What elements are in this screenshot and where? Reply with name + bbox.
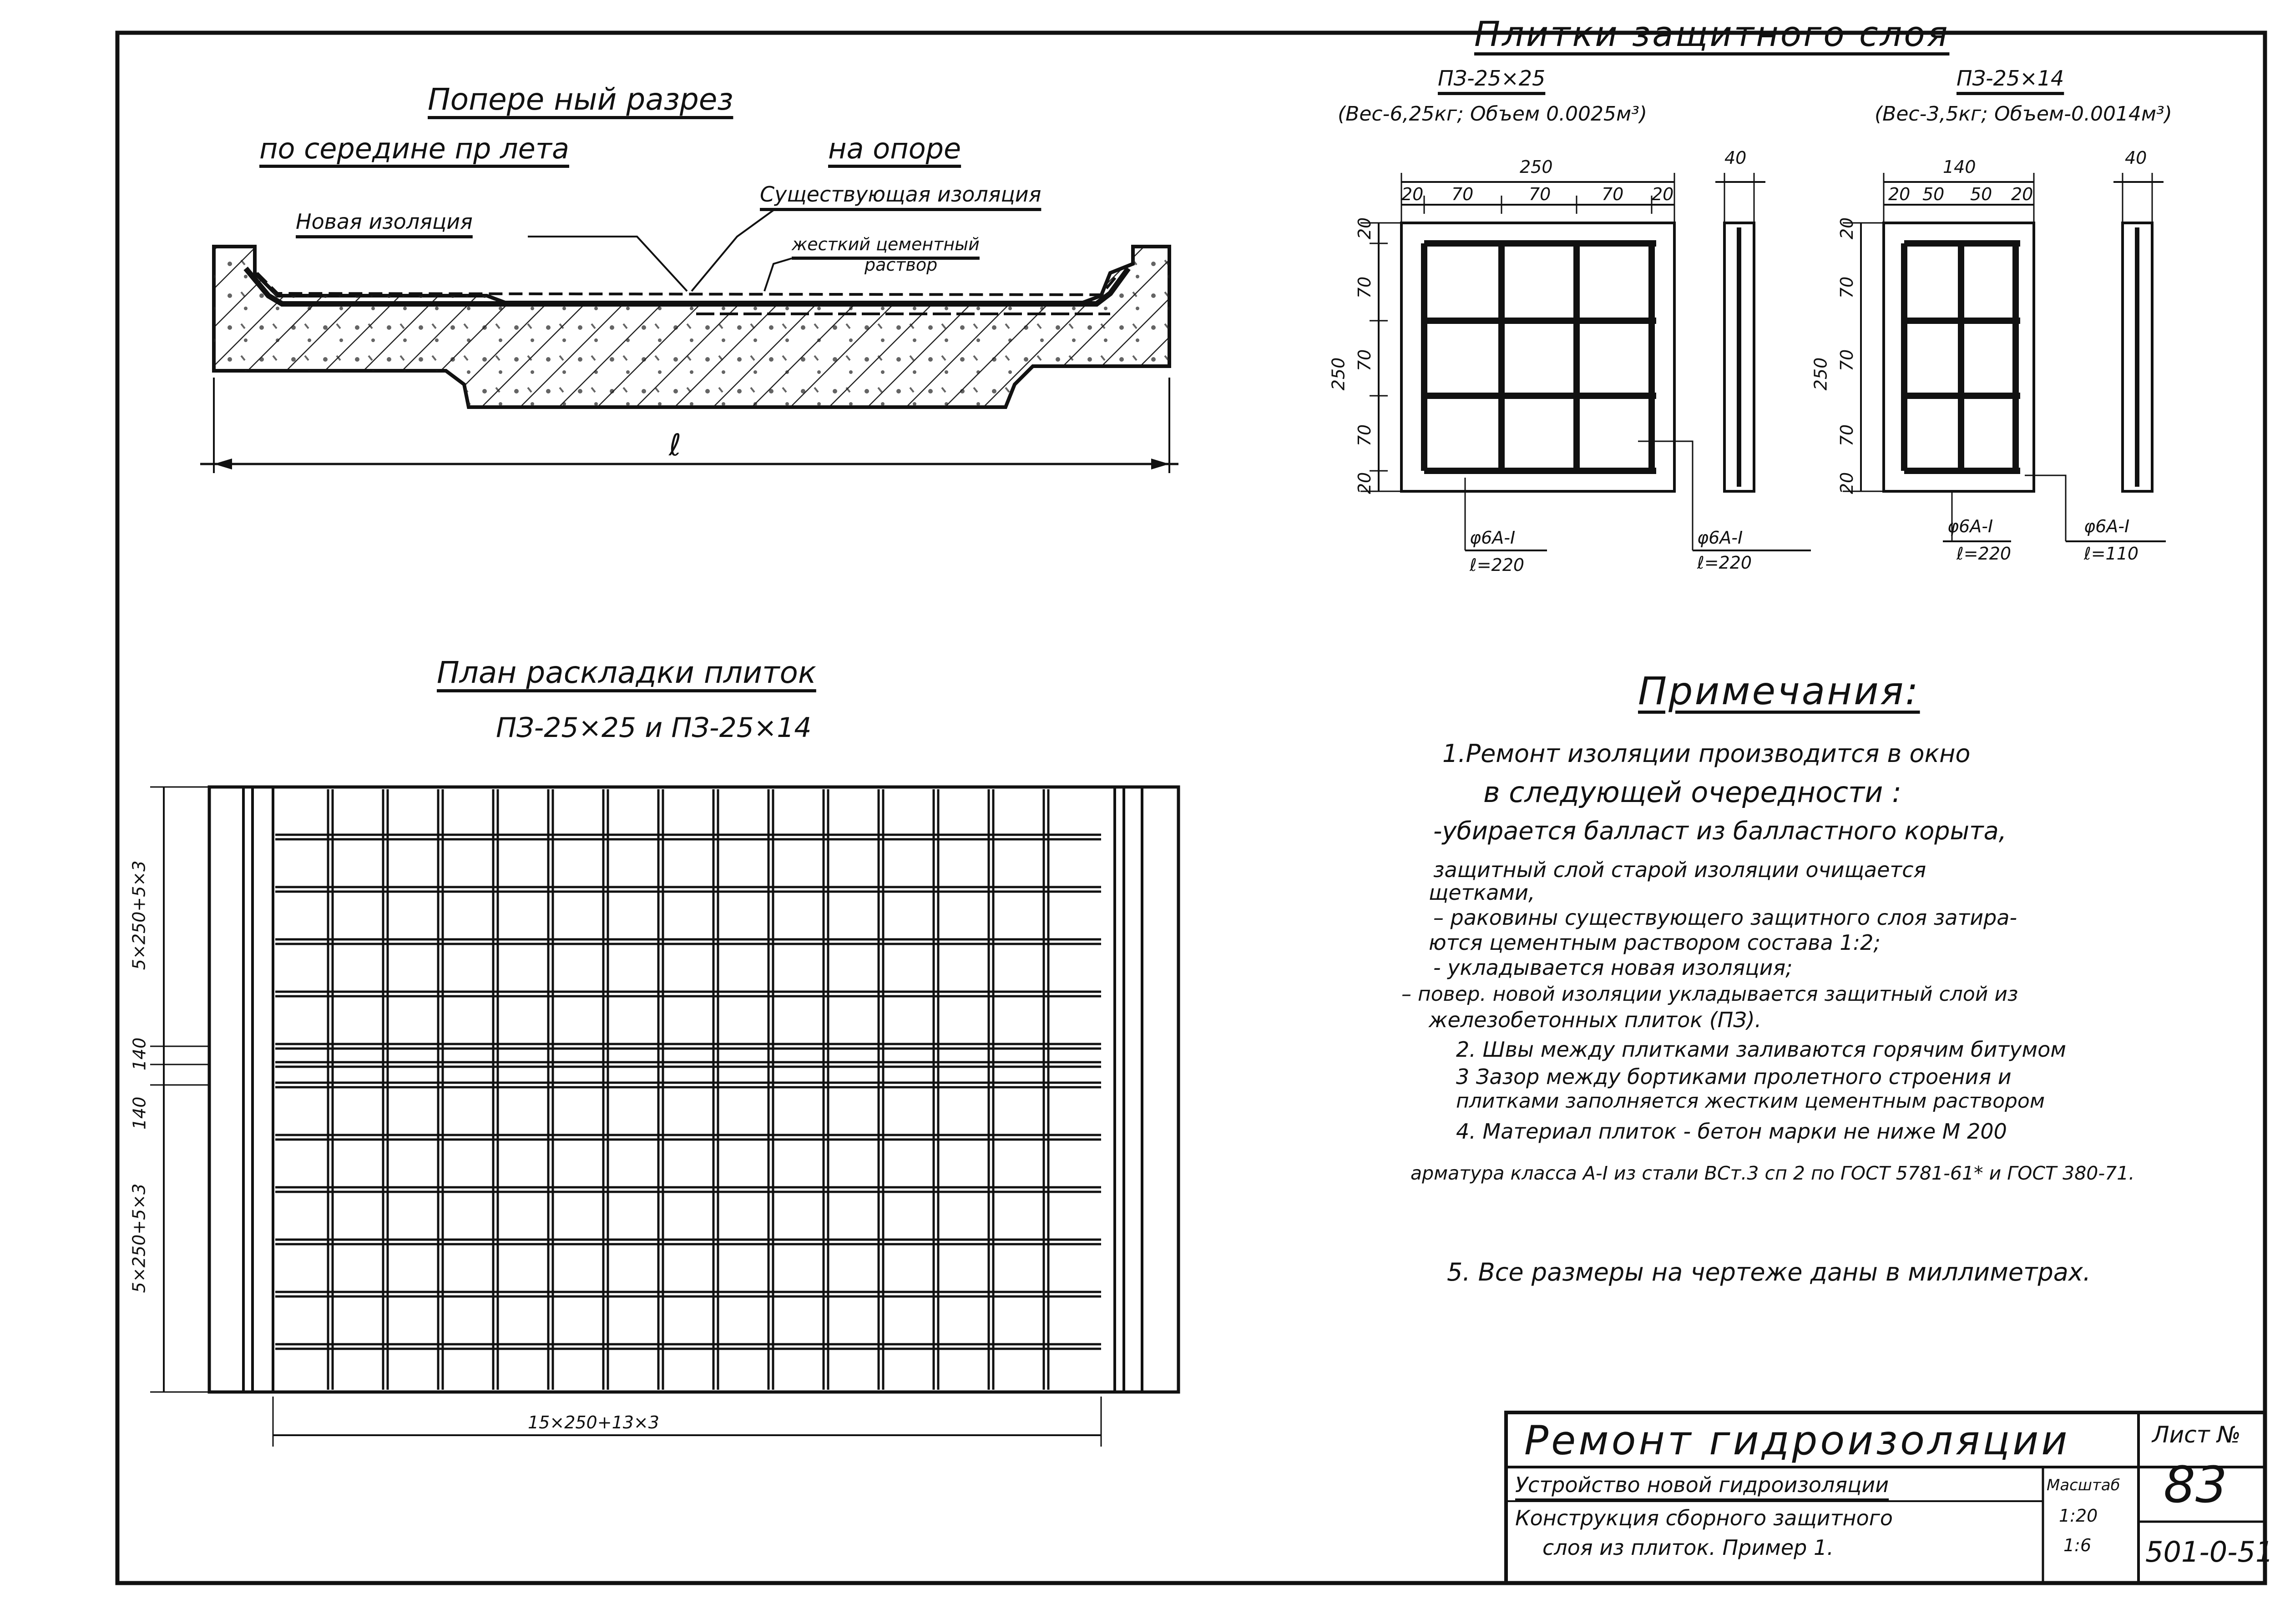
note-line-16: 5. Все размеры на чертеже даны в миллиметрах. <box>1447 1258 2091 1286</box>
pz25x25-top-total: 250 <box>1520 157 1553 177</box>
pz25x14-side-dim-5: 20 <box>1837 472 1857 494</box>
plan-dim-left-mid-b: 140 <box>129 1096 150 1130</box>
pz25x25-top-dim-5: 20 <box>1652 184 1674 204</box>
plan-subtitle: ПЗ-25×25 и ПЗ-25×14 <box>496 712 812 744</box>
title-block-sub1: Устройство новой гидроизоляции <box>1515 1473 1889 1497</box>
pz25x25-side-dim-5: 20 <box>1355 472 1375 494</box>
note-line-3: -убирается балласт из балластного корыта, <box>1433 817 2007 845</box>
note-line-6: – раковины существующего защитного слоя затира- <box>1433 905 2017 930</box>
pz25x25-rebar-b-1: φ6A-I <box>1697 528 1743 548</box>
plan-dim-left-bottom: 5×250+5×3 <box>129 1183 149 1293</box>
note-line-13: плитками заполняется жестким цементным раствором <box>1456 1089 2045 1113</box>
pz25x25-name: ПЗ-25×25 <box>1438 66 1546 91</box>
pz25x14-rebar-a-1: φ6A-I <box>1947 516 1993 536</box>
plan-dim-left-top: 5×250+5×3 <box>129 860 149 970</box>
span-label: ℓ <box>669 428 682 463</box>
pz25x14-rebar-b-1: φ6A-I <box>2084 516 2130 536</box>
title-block-code: 501-0-51 <box>2145 1535 2274 1569</box>
section-title: Попере ный разрез <box>428 82 733 117</box>
title-block-sheet-number: 83 <box>2164 1456 2227 1514</box>
pz25x25-thickness: 40 <box>1724 148 1747 168</box>
cement-mortar-label-1: жесткий цементный <box>792 234 980 254</box>
pz25x14-side-dim-1: 20 <box>1837 217 1857 240</box>
note-line-12: 3 Зазор между бортиками пролетного строения и <box>1456 1064 2012 1089</box>
pz25x14-top-dim-1: 20 <box>1888 184 1911 204</box>
pz25x25-top-dim-2: 70 <box>1451 184 1474 204</box>
pz25x25-side-dim-4: 70 <box>1355 424 1375 447</box>
section-label-support: на опоре <box>828 132 961 165</box>
title-block-main: Ремонт гидроизоляции <box>1524 1417 2070 1464</box>
note-line-11: 2. Швы между плитками заливаются горячим битумом <box>1456 1037 2066 1062</box>
pz25x14-thickness: 40 <box>2125 148 2147 168</box>
pz25x25-rebar-b-2: ℓ=220 <box>1697 553 1752 573</box>
title-block-scale-1: 1:20 <box>2059 1506 2098 1526</box>
pz25x14-rebar-a-2: ℓ=220 <box>1956 544 2012 564</box>
insulation-layer-2 <box>257 273 1119 295</box>
pz25x14-top-total: 140 <box>1943 157 1976 177</box>
pz25x25-top-dim-3: 70 <box>1529 184 1551 204</box>
note-line-10: железобетонных плиток (ПЗ). <box>1429 1008 1762 1032</box>
existing-insulation-label: Существующая изоляция <box>760 182 1041 207</box>
title-block-sheet-label: Лист № <box>2152 1422 2241 1448</box>
pz25x25-side-dim-3: 70 <box>1355 349 1375 372</box>
sheet-frame <box>117 33 2265 1583</box>
pz25x25-rebar-a-1: φ6A-I <box>1470 528 1516 548</box>
pz25x14-top-dim-4: 20 <box>2011 184 2033 204</box>
cement-mortar-label-2: раствор <box>864 255 938 275</box>
pz25x14-top-dim-2: 50 <box>1922 184 1945 204</box>
pz25x14-spec: (Вес-3,5кг; Объем-0.0014м³) <box>1875 102 2172 126</box>
pz25x14-side-dim-4: 70 <box>1837 424 1857 447</box>
pz25x25-side-total: 250 <box>1328 357 1349 391</box>
note-line-9: – повер. новой изоляции укладывается защитный слой из <box>1401 983 2018 1006</box>
title-block-sub3: слоя из плиток. Пример 1. <box>1542 1535 1834 1560</box>
pz25x14-side-dim-2: 70 <box>1837 276 1857 299</box>
pz25x14-side-total: 250 <box>1810 357 1831 391</box>
pz25x25-side-dim-1: 20 <box>1355 217 1375 240</box>
note-line-1: 1.Ремонт изоляции производится в окно <box>1442 739 1971 768</box>
note-line-14: 4. Материал плиток - бетон марки не ниже М 200 <box>1456 1119 2007 1144</box>
title-block-sub2: Конструкция сборного защитного <box>1515 1506 1893 1530</box>
pz25x14-rebar-b-2: ℓ=110 <box>2084 544 2139 564</box>
pz25x25-top-dim-1: 20 <box>1401 184 1424 204</box>
section-label-mid: по середине пр лета <box>259 132 569 165</box>
tile-layout-plan <box>150 787 1178 1447</box>
section-body-dots <box>214 247 1169 407</box>
pz25x25-rebar-a-2: ℓ=220 <box>1470 555 1525 575</box>
pz25x14-top-dim-3: 50 <box>1970 184 1992 204</box>
cross-section-drawing <box>200 210 1178 473</box>
plan-title: План раскладки плиток <box>437 655 816 690</box>
tiles-title: Плитки защитного слоя <box>1474 14 1950 54</box>
plan-dim-left-mid-a: 140 <box>129 1037 150 1071</box>
note-line-5: щетками, <box>1429 880 1535 905</box>
tile-pz25x14-drawing <box>1843 173 2166 541</box>
new-insulation-label: Новая изоляция <box>296 209 473 234</box>
note-line-4: защитный слой старой изоляции очищается <box>1433 857 1926 882</box>
note-line-15: арматура класса А-I из стали ВСт.3 сп 2 по ГОСТ 5781-61* и ГОСТ 380-71. <box>1410 1162 2135 1184</box>
title-block-scale-label: Масштаб <box>2047 1476 2120 1494</box>
pz25x25-top-dim-4: 70 <box>1602 184 1624 204</box>
note-line-2: в следующей очередности : <box>1483 776 1902 809</box>
note-line-8: - укладывается новая изоляция; <box>1433 955 1793 980</box>
note-line-7: ются цементным раствором состава 1:2; <box>1429 930 1881 955</box>
pz25x14-name: ПЗ-25×14 <box>1956 66 2064 91</box>
pz25x25-side-dim-2: 70 <box>1355 276 1375 299</box>
notes-title: Примечания: <box>1638 669 1920 713</box>
pz25x14-side-dim-3: 70 <box>1837 349 1857 372</box>
plan-dim-bottom: 15×250+13×3 <box>528 1412 659 1432</box>
title-block-scale-2: 1:6 <box>2063 1535 2092 1555</box>
pz25x25-spec: (Вес-6,25кг; Объем 0.0025м³) <box>1338 102 1648 126</box>
tile-pz25x25-drawing <box>1360 173 1811 550</box>
